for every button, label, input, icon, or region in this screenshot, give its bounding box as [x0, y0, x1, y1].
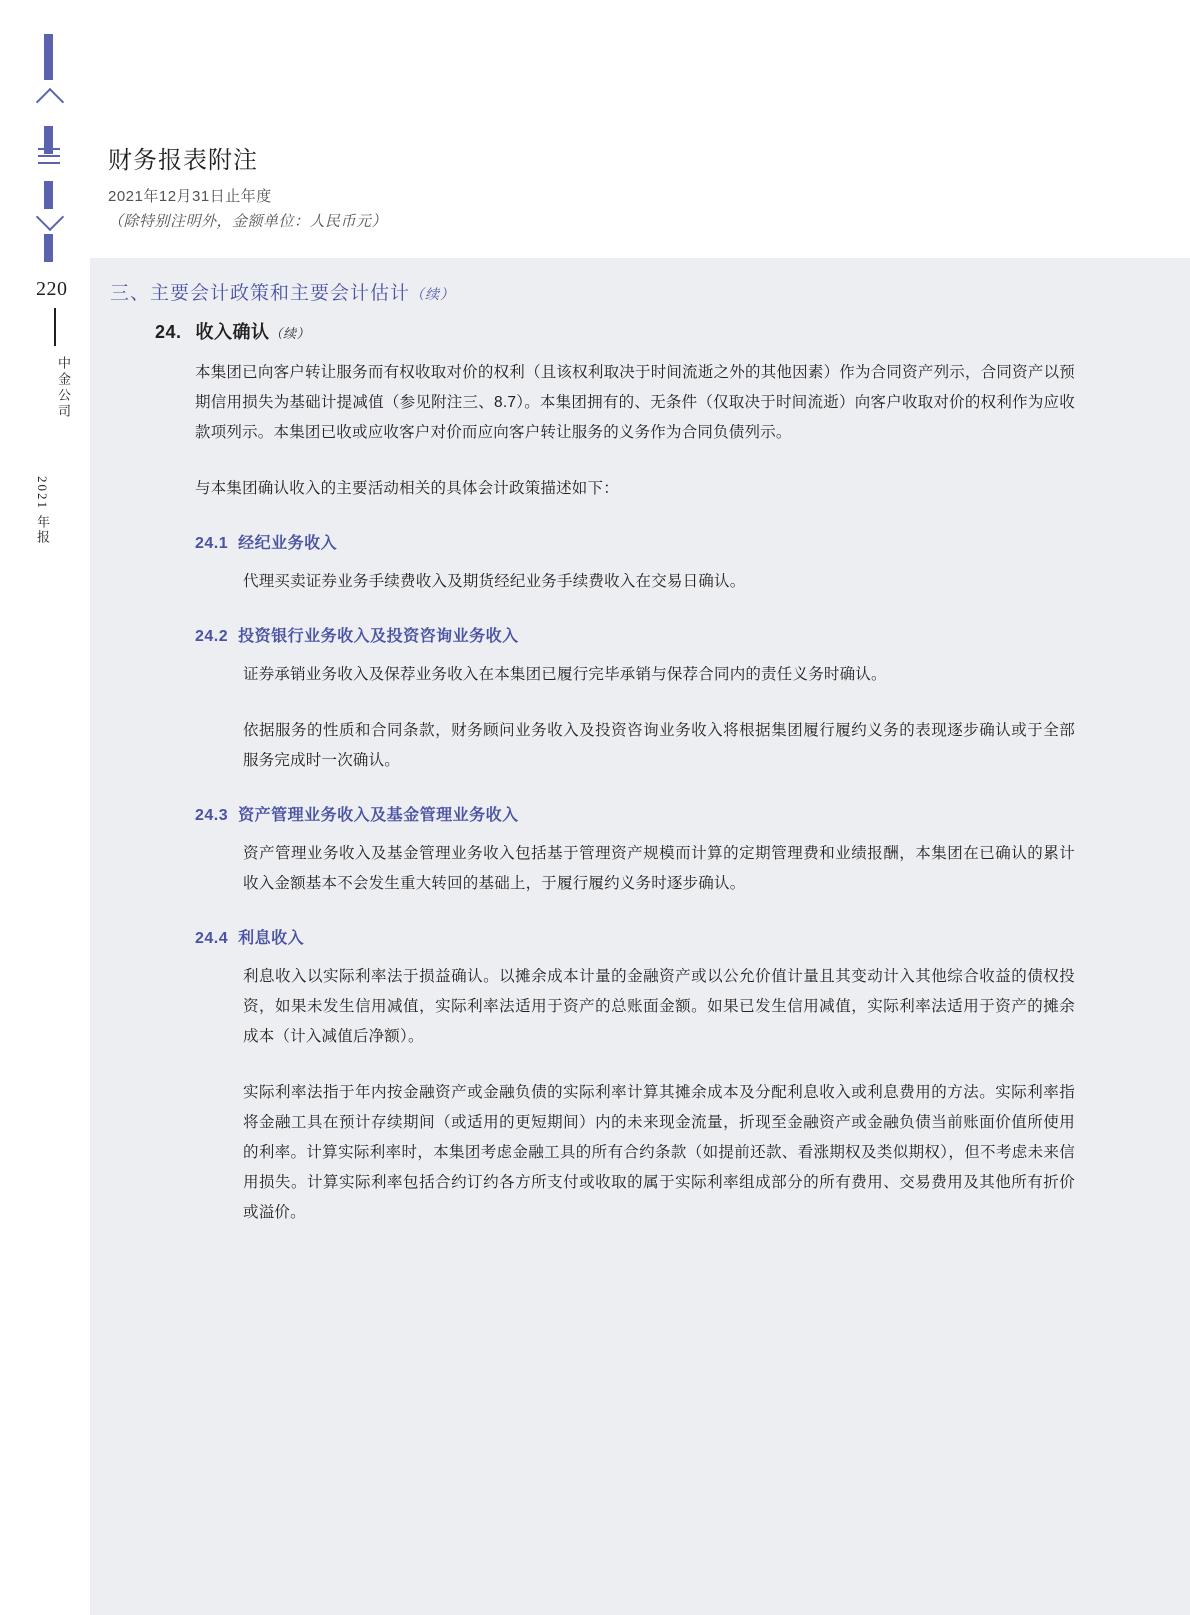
subsection-number: 24.: [155, 322, 182, 342]
content-panel: [90, 258, 1190, 1615]
item-body-24-4: [243, 962, 1075, 1228]
item-title: 利息收入: [238, 930, 305, 947]
body-column: [195, 358, 1075, 1254]
item-block-24-3: [195, 802, 1075, 899]
intro-paragraph-1: 本集团已向客户转让服务而有权收取对价的权利（且该权利取决于时间流逝之外的其他因素）作为合同资产列示，合同资产以预期信用损失为基础计提减值（参见附注三、8.7）。本集团拥有的、无条件（仅取决于时间流逝）向客户收取对价的权利作为应收款项列示。本集团已收或应收客户对价而应向客户转让服务的义务作为合同负债列示。: [195, 364, 1075, 441]
item-heading-24-2: [195, 623, 1075, 646]
reporting-period: 2021年12月31日止年度: [108, 188, 272, 205]
intro-paragraph-2: 与本集团确认收入的主要活动相关的具体会计政策描述如下：: [195, 480, 619, 497]
item-block-24-1: [195, 530, 1075, 597]
item-heading-24-3: [195, 802, 1075, 825]
section-heading: [110, 278, 455, 305]
subsection-heading: [155, 318, 310, 344]
item-title: 投资银行业务收入及投资咨询业务收入: [238, 628, 519, 645]
subsection-title: 收入确认: [195, 322, 270, 342]
currency-unit-note: （除特别注明外，金额单位：人民币元）: [108, 213, 388, 230]
item-paragraph: 实际利率法指于年内按金融资产或金融负债的实际利率计算其摊余成本及分配利息收入或利息费用的方法。实际利率指将金融工具在预计存续期间（或适用的更短期间）内的未来现金流量，折现至金融资产或金融负债当前账面价值所使用的利率。计算实际利率时，本集团考虑金融工具的所有合约条款（如提前还款、看涨期权及类似期权），但不考虑未来信用损失。计算实际利率包括合约订约各方所支付或收取的属于实际利率组成部分的所有费用、交易费用及其他所有折价或溢价。: [243, 1084, 1075, 1221]
item-paragraph: 资产管理业务收入及基金管理业务收入包括基于管理资产规模而计算的定期管理费和业绩报酬，本集团在已确认的累计收入金额基本不会发生重大转回的基础上，于履行履约义务时逐步确认。: [243, 845, 1075, 892]
item-block-24-4: [195, 925, 1075, 1228]
item-title: 资产管理业务收入及基金管理业务收入: [238, 807, 519, 824]
menu-lines-icon: [38, 148, 60, 169]
chevron-down-icon: [36, 203, 64, 231]
item-number: 24.4: [195, 930, 229, 947]
item-heading-24-1: [195, 530, 1075, 553]
item-number: 24.1: [195, 535, 229, 552]
item-body-24-1: [243, 567, 1075, 597]
section-heading-text: 三、主要会计政策和主要会计估计: [110, 283, 411, 304]
page-title: 财务报表附注: [108, 147, 258, 174]
item-paragraph: 利息收入以实际利率法于损益确认。以摊余成本计量的金融资产或以公允价值计量且其变动计入其他综合收益的债权投资，如果未发生信用减值，实际利率法适用于资产的总账面金额。如果已发生信用减值，实际利率法适用于资产的摊余成本（计入减值后净额）。: [243, 968, 1075, 1045]
item-body-24-3: [243, 839, 1075, 899]
page-number: 220: [36, 278, 68, 300]
rail-divider: [54, 308, 56, 346]
rail-company-name: 中金公司: [56, 356, 71, 420]
item-heading-24-4: [195, 925, 1075, 948]
item-paragraph: 代理买卖证券业务手续费收入及期货经纪业务手续费收入在交易日确认。: [243, 573, 746, 590]
chevron-up-icon: [36, 88, 64, 116]
item-paragraph: 依据服务的性质和合同条款，财务顾问业务收入及投资咨询业务收入将根据集团履行履约义务的表现逐步确认或于全部服务完成时一次确认。: [243, 722, 1075, 769]
item-number: 24.2: [195, 628, 229, 645]
item-number: 24.3: [195, 807, 229, 824]
section-heading-continued: （续）: [410, 286, 456, 302]
rail-year-label: 2021 年报: [35, 476, 50, 546]
rail-bar-icon: [44, 234, 53, 262]
item-paragraph: 证券承销业务收入及保荐业务收入在本集团已履行完毕承销与保荐合同内的责任义务时确认。: [243, 666, 887, 683]
left-margin-rail: [0, 0, 90, 1615]
item-block-24-2: [195, 623, 1075, 776]
document-header: [108, 140, 808, 231]
rail-bar-icon: [44, 34, 53, 80]
item-body-24-2: [243, 660, 1075, 776]
subsection-continued: （续）: [269, 326, 311, 341]
item-title: 经纪业务收入: [238, 535, 338, 552]
